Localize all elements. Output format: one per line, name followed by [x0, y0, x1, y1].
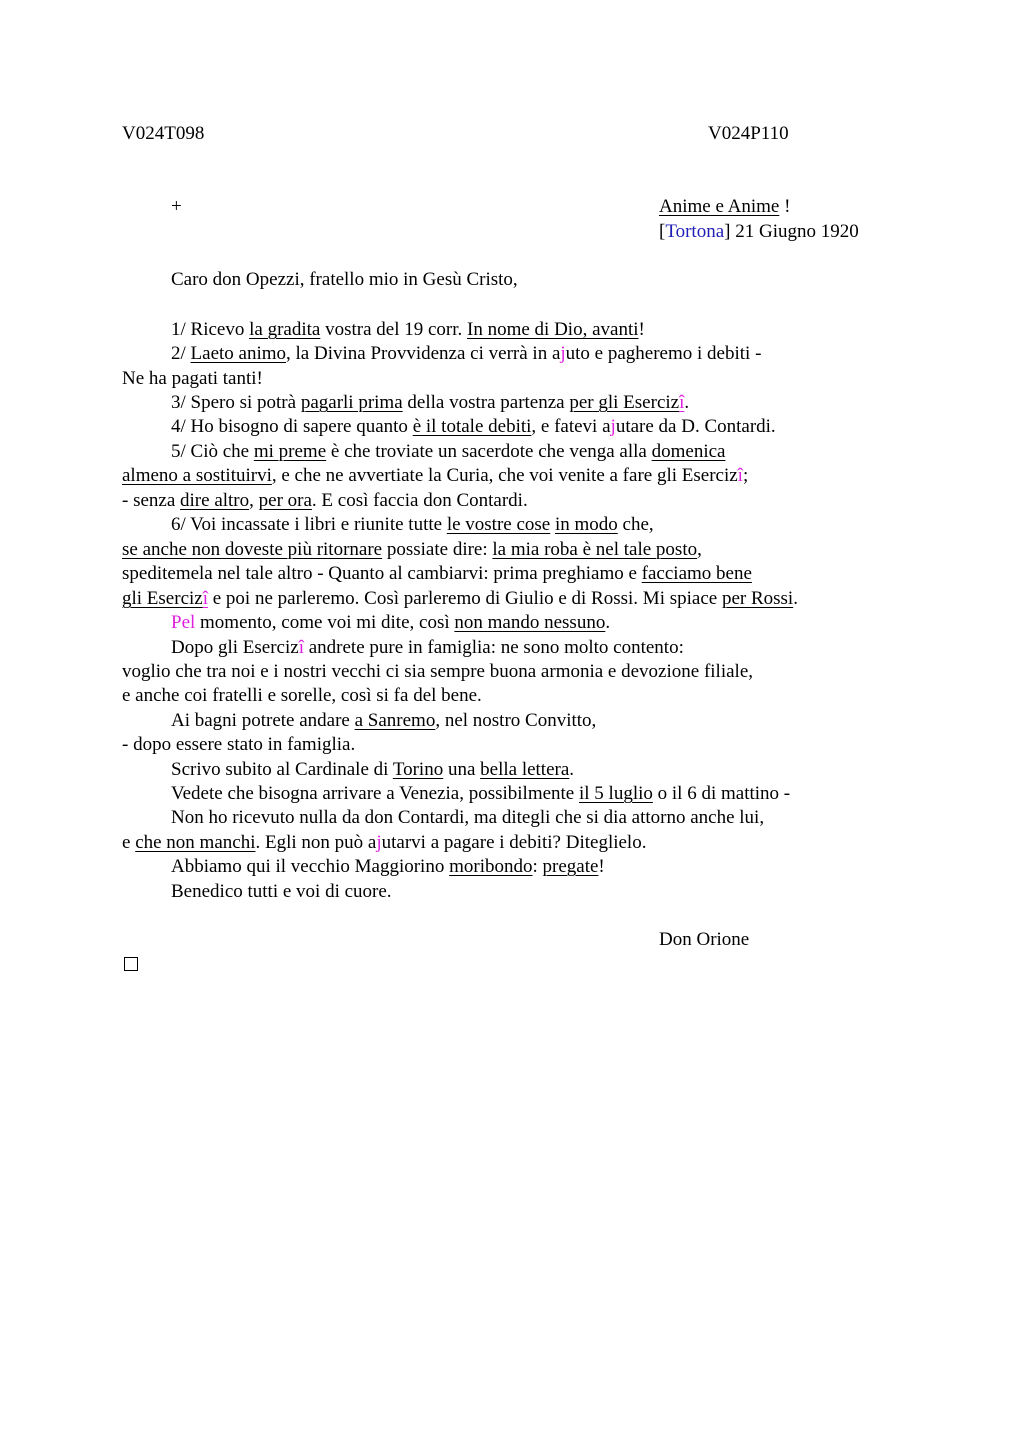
underlined-text: facciamo bene [641, 563, 752, 584]
underlined-text: il 5 luglio [579, 783, 653, 804]
letter-line [171, 440, 725, 464]
text-segment: Vedete che bisogna arrivare a Venezia, possibilmente [171, 783, 579, 804]
motto-text: Anime e Anime [659, 196, 780, 217]
text-segment: 2/ [171, 343, 191, 364]
letter-line [122, 489, 528, 513]
letter-line [171, 636, 684, 660]
text-segment: . E così faccia don Contardi. [311, 490, 528, 511]
text-segment: , la Divina Provvidenza ci verrà in a [286, 343, 561, 364]
underlined-text: la gradita [249, 319, 321, 340]
text-segment: Ai bagni potrete andare [171, 710, 355, 731]
text-segment: î [298, 637, 304, 658]
text-segment: vostra del 19 corr. [320, 319, 468, 340]
letter-line [171, 415, 776, 439]
text-segment: - senza [122, 490, 181, 511]
letter-line [171, 342, 761, 366]
text-segment: î [737, 465, 743, 486]
text-segment: voglio che tra noi e i nostri vecchi ci sia sempre buona armonia e devozione filiale, [122, 661, 753, 682]
letter-line [171, 513, 654, 537]
bracket-close: ] [724, 221, 731, 242]
underlined-text: a Sanremo [354, 710, 436, 731]
underlined-text: Laeto animo [190, 343, 287, 364]
underlined-text: pregate [542, 856, 599, 877]
underlined-text: per Rossi [721, 588, 794, 609]
bracket-open: [ [659, 221, 666, 242]
document-code-right: V024P110 [708, 123, 789, 144]
text-segment: , [697, 539, 702, 560]
text-segment: ! [638, 319, 645, 340]
salutation: Caro don Opezzi, fratello mio in Gesù Cristo, [171, 269, 518, 290]
underlined-text: mi preme [253, 441, 327, 462]
underlined-text: per ora [258, 490, 312, 511]
underlined-text: è il totale debiti [412, 416, 532, 437]
motto-suffix: ! [779, 196, 791, 217]
text-segment: speditemela nel tale altro - Quanto al cambiarvi: prima preghiamo e [122, 563, 642, 584]
underlined-text: In nome di Dio, avanti [467, 319, 639, 340]
end-square-icon [124, 957, 138, 971]
text-segment: . [793, 588, 798, 609]
underlined-text: î [679, 392, 685, 413]
signature: Don Orione [659, 929, 750, 950]
letter-line [122, 562, 752, 586]
text-segment: : [532, 856, 543, 877]
text-segment: Non ho ricevuto nulla da don Contardi, ma ditegli che si dia attorno anche lui, [171, 807, 765, 828]
underlined-text: almeno a sostituirvi [122, 465, 272, 486]
text-segment: , e fatevi a [531, 416, 611, 437]
letter-line [122, 831, 646, 855]
text-segment: Ne ha pagati tanti! [122, 368, 263, 389]
letter-line [171, 880, 392, 904]
text-segment: 4/ Ho bisogno di sapere quanto [171, 416, 413, 437]
cross-mark: + [171, 196, 182, 217]
text-segment: possiate dire: [382, 539, 493, 560]
underlined-text: che non manchi [135, 832, 256, 853]
text-segment: ! [598, 856, 605, 877]
letter-line [171, 318, 645, 342]
underlined-text: pagarli prima [300, 392, 403, 413]
text-segment: 3/ Spero si potrà [171, 392, 301, 413]
motto [659, 196, 790, 218]
letter-line [122, 684, 482, 708]
text-segment: Scrivo subito al Cardinale di [171, 759, 393, 780]
text-segment: , e che ne avvertiate la Curia, che voi venite a fare gli Eserciz [271, 465, 738, 486]
text-segment: che, [617, 514, 654, 535]
text-segment: j [560, 343, 566, 364]
text-segment: Dopo gli Eserciz [171, 637, 299, 658]
document-code-left: V024T098 [122, 123, 205, 144]
text-segment: . [684, 392, 690, 413]
underlined-text: gli Eserciz [122, 588, 203, 609]
underlined-text: Torino [392, 759, 444, 780]
text-segment: . Egli non può a [255, 832, 377, 853]
underlined-text: î [202, 588, 208, 609]
underlined-text: dire altro [180, 490, 250, 511]
underlined-text: in modo [554, 514, 618, 535]
letter-line [171, 855, 605, 879]
text-segment: 6/ Voi incassate i libri e riunite tutte [171, 514, 447, 535]
underlined-text: se anche non doveste più ritornare [122, 539, 383, 560]
text-segment: andrete pure in famiglia: ne sono molto contento: [303, 637, 684, 658]
text-segment: utare da D. Contardi. [615, 416, 776, 437]
letter-line [171, 709, 596, 733]
text-segment: una [443, 759, 481, 780]
place-date [659, 221, 859, 243]
letter-line [122, 733, 355, 757]
letter-date: 21 Giugno 1920 [730, 221, 859, 242]
text-segment: e poi ne parleremo. Così parleremo di Giulio e di Rossi. Mi spiace [208, 588, 722, 609]
text-segment: è che troviate un sacerdote che venga alla [326, 441, 652, 462]
text-segment: della vostra partenza [402, 392, 570, 413]
letter-line [122, 538, 702, 562]
text-segment: uto e pagheremo i debiti - [565, 343, 762, 364]
letter-line [171, 611, 610, 635]
letter-line [171, 391, 689, 415]
text-segment: 1/ Ricevo [171, 319, 250, 340]
letter-line [122, 660, 753, 684]
text-segment: , nel nostro Convitto, [435, 710, 597, 731]
text-segment: . [569, 759, 575, 780]
text-segment: e anche coi fratelli e sorelle, così si fa del bene. [122, 685, 482, 706]
letter-line [122, 367, 263, 391]
underlined-text: non mando nessuno [454, 612, 606, 633]
text-segment: - dopo essere stato in famiglia. [122, 734, 356, 755]
letter-line [122, 464, 748, 488]
text-segment: Pel [171, 612, 196, 633]
text-segment: Benedico tutti e voi di cuore. [171, 881, 392, 902]
text-segment: j [376, 832, 382, 853]
text-segment: o il 6 di mattino - [652, 783, 791, 804]
text-segment: ; [742, 465, 749, 486]
underlined-text: bella lettera [480, 759, 570, 780]
letter-line [122, 587, 798, 611]
underlined-text: domenica [651, 441, 726, 462]
underlined-text: per gli Eserciz [569, 392, 680, 413]
text-segment: e [122, 832, 136, 853]
text-segment: , [249, 490, 259, 511]
letter-line [171, 806, 764, 830]
text-segment: utarvi a pagare i debiti? Diteglielo. [381, 832, 647, 853]
text-segment: j [610, 416, 616, 437]
underlined-text: le vostre cose [446, 514, 551, 535]
place-name: Tortona [665, 221, 725, 242]
text-segment: Abbiamo qui il vecchio Maggiorino [171, 856, 450, 877]
underlined-text: la mia roba è nel tale posto [492, 539, 698, 560]
underlined-text: moribondo [449, 856, 533, 877]
letter-line [171, 782, 790, 806]
text-segment: momento, come voi mi dite, così [195, 612, 455, 633]
text-segment: . [605, 612, 611, 633]
text-segment: 5/ Ciò che [171, 441, 254, 462]
letter-line [171, 758, 574, 782]
